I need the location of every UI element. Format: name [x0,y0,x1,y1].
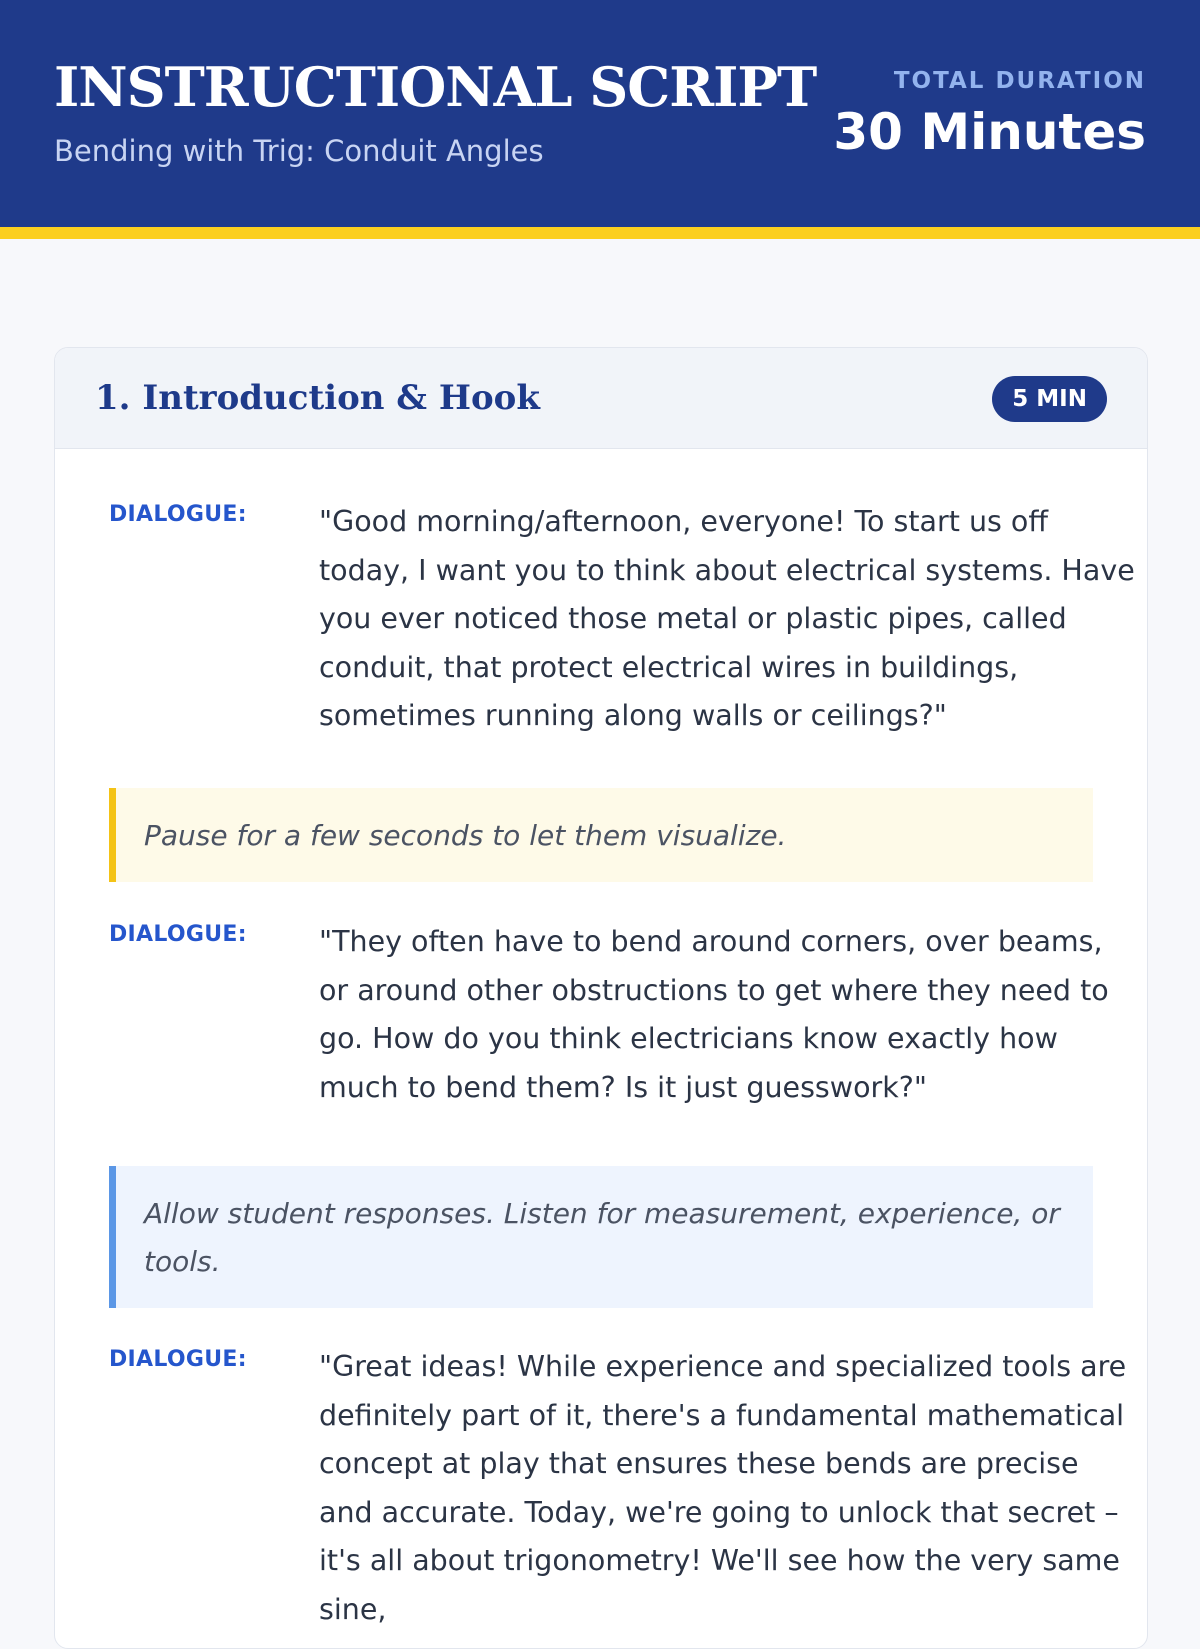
section-card-introduction [54,347,1148,1649]
page-subtitle: Bending with Trig: Conduit Angles [54,134,544,168]
section-title: 1. Introduction & Hook [95,378,540,418]
dialogue-label: DIALOGUE: [109,1347,247,1372]
total-duration-value: 30 Minutes [833,103,1146,161]
section-time-badge: 5 MIN [992,376,1107,422]
dialogue-text: "They often have to bend around corners, over beams, or around other obstructions to get where they need to go. How do you think electricians know exactly how much to bend them? Is it just guesswork?" [319,925,1109,1104]
dialogue-text: "Great ideas! While experience and specialized tools are definitely part of it, there's a fundamental mathematical concept at play that ensures these bends are precise and accurate. Today, we're going to unlock that secret – it's all about trigonometry! We'll see how the very same sine, [319,1350,1127,1626]
page-title: INSTRUCTIONAL SCRIPT [54,55,817,119]
page-header [0,0,1200,239]
total-duration-label: TOTAL DURATION [893,68,1146,94]
response-note: Allow student responses. Listen for measurement, experience, or tools. [109,1166,1093,1308]
dialogue-text: "Good morning/afternoon, everyone! To start us off today, I want you to think about electrical systems. Have you ever noticed those metal or plastic pipes, called conduit, that protect electrical wires in buildings, sometimes running along walls or ceilings?" [319,505,1135,732]
section-header [55,348,1147,449]
dialogue-label: DIALOGUE: [109,922,247,947]
dialogue-label: DIALOGUE: [109,502,247,527]
pause-note: Pause for a few seconds to let them visualize. [109,788,1093,882]
